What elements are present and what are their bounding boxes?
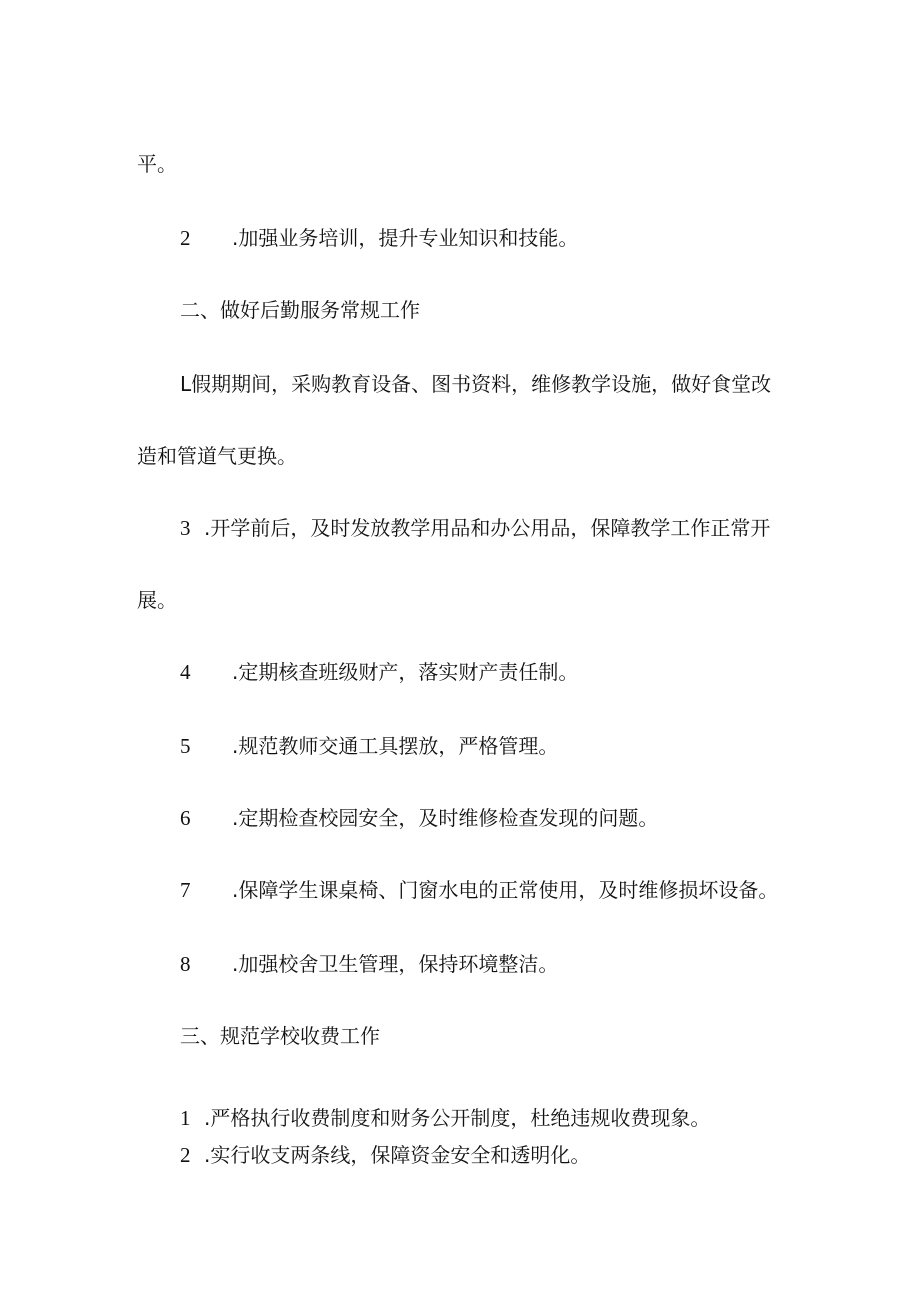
list-number: 4 <box>180 660 191 684</box>
section-heading <box>180 1022 380 1050</box>
list-item-text: .定期检查校园安全，及时维修检查发现的问题。 <box>232 806 659 830</box>
list-item <box>180 514 770 542</box>
list-item-text: .加强校舍卫生管理，保持环境整洁。 <box>232 952 559 976</box>
paragraph-line <box>137 442 297 470</box>
list-item-text: .规范教师交通工具摆放，严格管理。 <box>232 734 559 758</box>
list-item <box>180 224 578 252</box>
line-text: 展。 <box>137 588 177 612</box>
list-item-text: .定期核查班级财产，落实财产责任制。 <box>232 660 579 684</box>
list-item-text: L假期期间，采购教育设备、图书资料，维修教学设施，做好食堂改 <box>180 372 772 396</box>
list-item-text: .严格执行收费制度和财务公开制度，杜绝违规收费现象。 <box>204 1106 711 1130</box>
line-text: 造和管道气更换。 <box>137 444 297 468</box>
list-number: 5 <box>180 734 191 758</box>
list-item <box>180 370 771 398</box>
list-item <box>180 1104 710 1132</box>
list-item <box>180 804 658 832</box>
list-number: 7 <box>180 878 191 902</box>
list-item-text: .开学前后，及时发放教学用品和办公用品，保障教学工作正常开 <box>204 516 771 540</box>
list-number: 1 <box>180 1106 191 1130</box>
list-item-text: .实行收支两条线，保障资金安全和透明化。 <box>204 1143 591 1167</box>
list-item-text: .保障学生课桌椅、门窗水电的正常使用，及时维修损坏设备。 <box>232 878 779 902</box>
list-item <box>180 732 558 760</box>
list-item <box>180 950 558 978</box>
paragraph-line <box>137 150 177 178</box>
list-item <box>180 876 778 904</box>
list-number: 2 <box>180 226 191 250</box>
list-number: 6 <box>180 806 191 830</box>
list-number: 3 <box>180 516 191 540</box>
section-heading-text: 二、做好后勤服务常规工作 <box>180 298 420 322</box>
list-item-text: .加强业务培训，提升专业知识和技能。 <box>232 226 579 250</box>
list-item <box>180 658 578 686</box>
section-heading-text: 三、规范学校收费工作 <box>180 1024 380 1048</box>
line-text: 平。 <box>137 152 177 176</box>
paragraph-line <box>137 586 177 614</box>
section-heading <box>180 296 420 324</box>
list-number: 2 <box>180 1143 191 1167</box>
list-item <box>180 1141 590 1169</box>
list-number: 8 <box>180 952 191 976</box>
